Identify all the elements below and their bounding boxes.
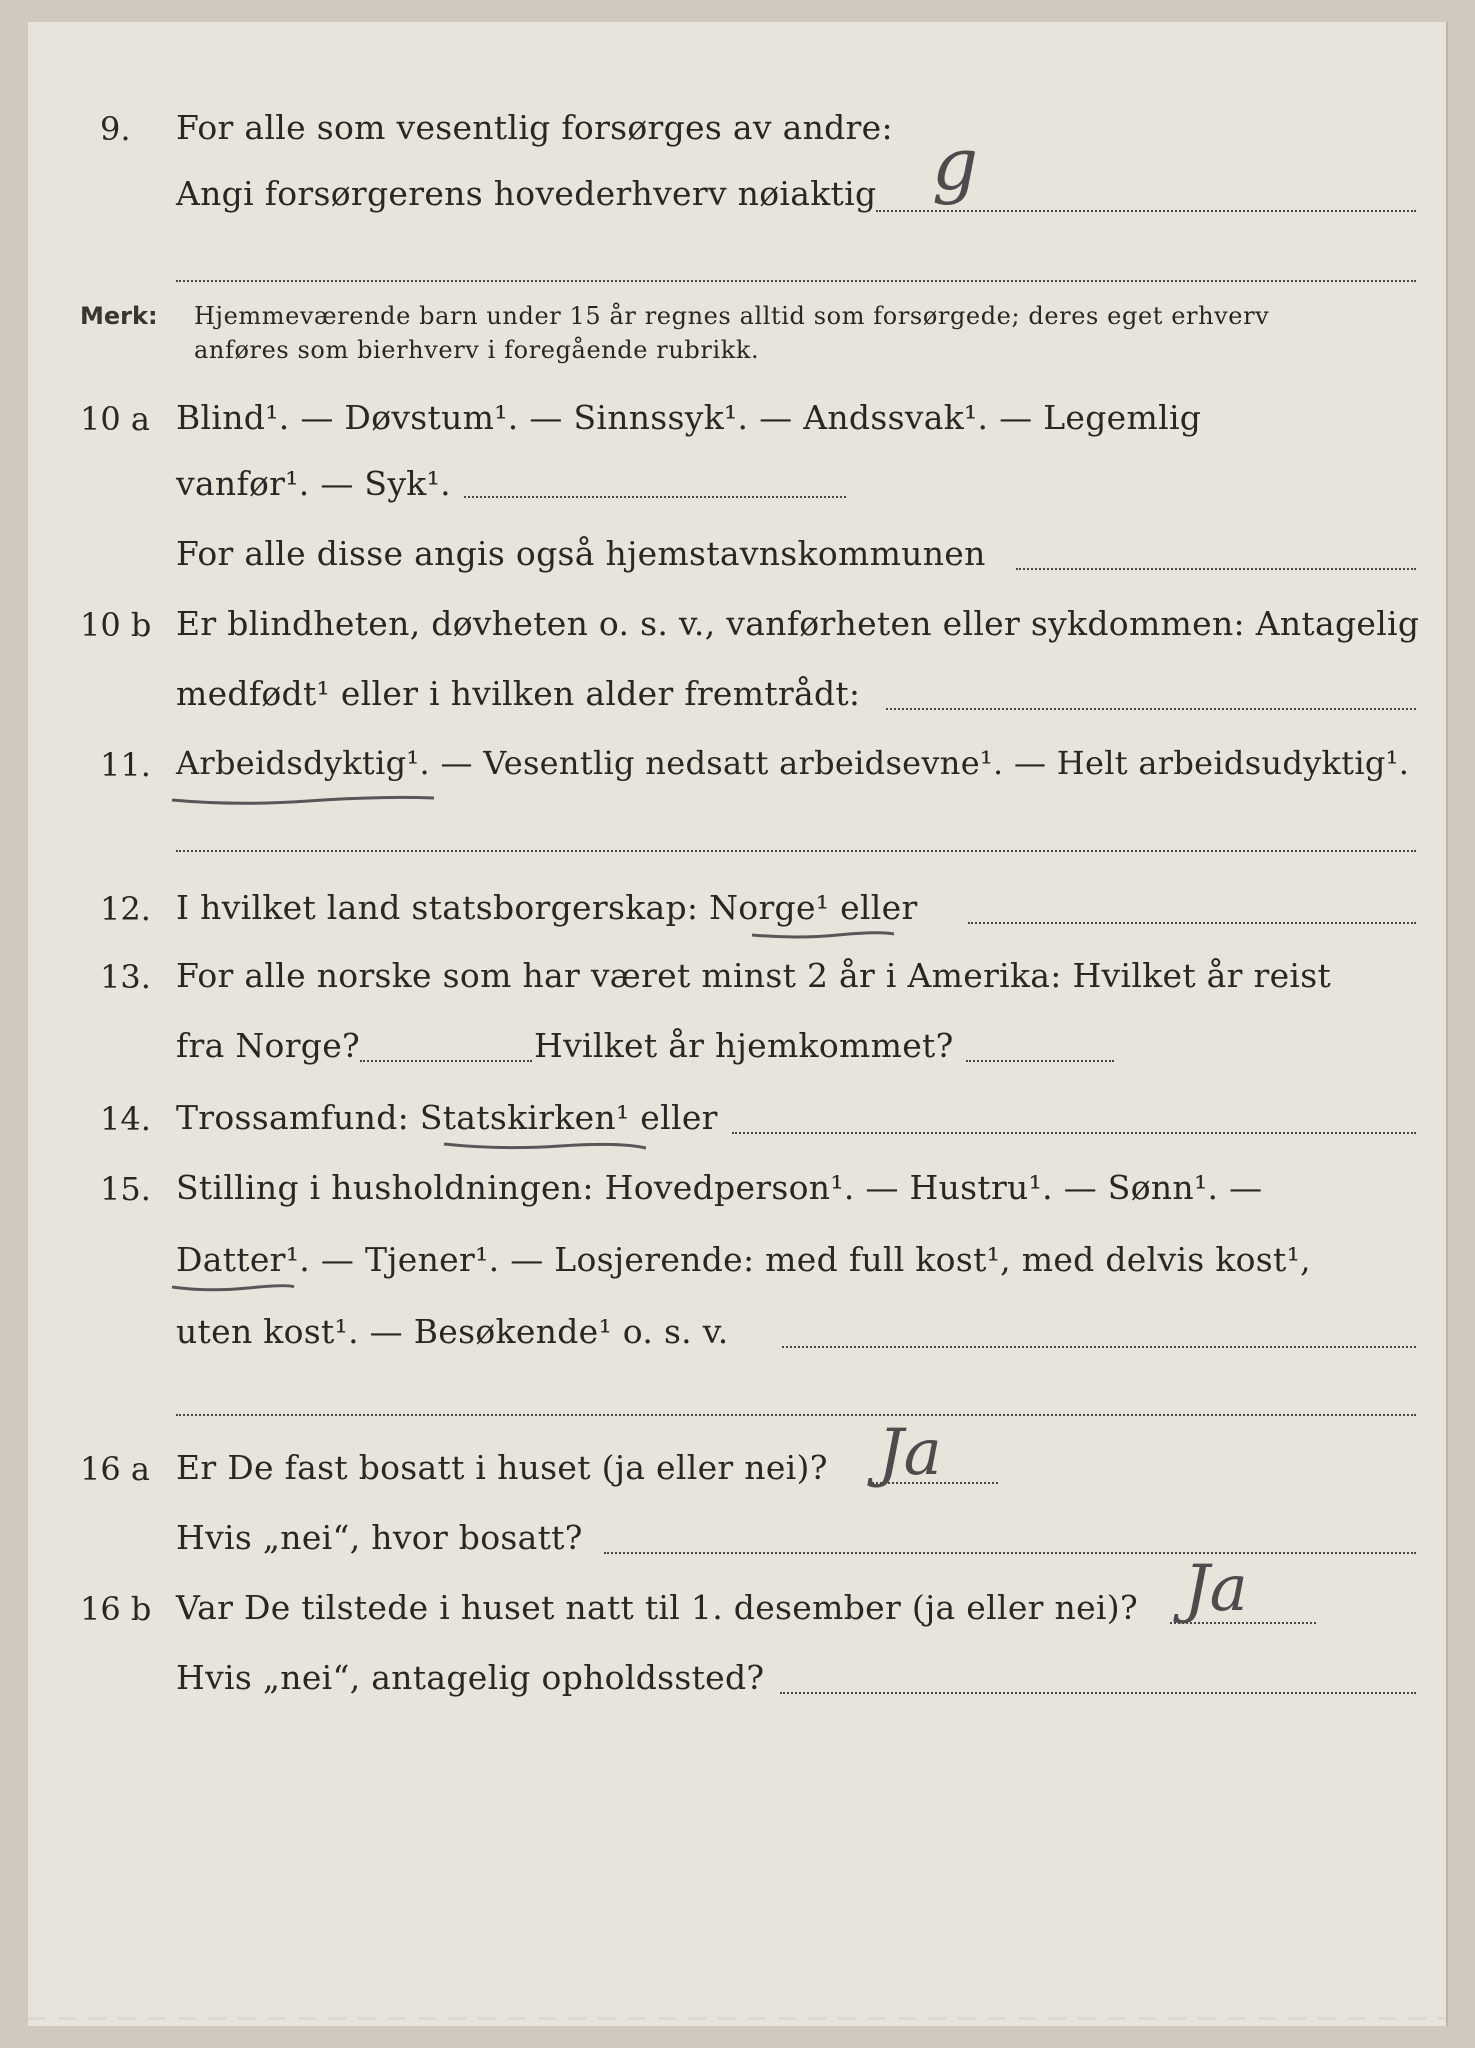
q16a-residence-line [604, 1552, 1416, 1554]
q9-answer-line [876, 210, 1416, 212]
q12-answer-line [968, 922, 1416, 924]
q16b-line2: Hvis „nei“, antagelig opholdssted? [176, 1658, 765, 1697]
q12-line1: I hvilket land statsborgerskap: Norge¹ eller [176, 888, 918, 927]
q15-number: 15. [100, 1170, 151, 1208]
q16a-line1: Er De fast bosatt i huset (ja eller nei)? [176, 1448, 828, 1487]
q10b-number: 10 b [80, 606, 152, 644]
q14-number: 14. [100, 1100, 151, 1138]
q9-extra-line [176, 280, 1416, 282]
q13-return-year-line [966, 1060, 1114, 1062]
q14-underline-mark [440, 1136, 650, 1156]
q10a-home-municipality-line [1016, 568, 1416, 570]
q9-number: 9. [100, 110, 131, 148]
q9-handwritten-answer: g [932, 122, 979, 206]
q13-line1: For alle norske som har været minst 2 år i Amerika: Hvilket år reist [176, 956, 1332, 995]
q12-number: 12. [100, 890, 151, 928]
q15-answer-line [782, 1346, 1416, 1348]
q14-answer-line [732, 1132, 1416, 1134]
q10b-line2: medfødt¹ eller i hvilken alder fremtrådt: [176, 674, 861, 713]
q12-underline-mark [748, 926, 898, 944]
q16a-line2: Hvis „nei“, hvor bosatt? [176, 1518, 583, 1557]
q13-number: 13. [100, 958, 151, 996]
q10b-line1: Er blindheten, døvheten o. s. v., vanførheten eller sykdommen: Antagelig [176, 604, 1420, 643]
q16a-number: 16 a [80, 1450, 150, 1488]
merk-line2: anføres som bierhverv i foregående rubrikk. [194, 336, 760, 364]
q15-extra-line [176, 1414, 1416, 1416]
q16b-line1: Var De tilstede i huset natt til 1. desember (ja eller nei)? [176, 1588, 1138, 1627]
q15-line1: Stilling i husholdningen: Hovedperson¹. — Hustru¹. — Sønn¹. — [176, 1168, 1263, 1207]
q9-line1: For alle som vesentlig forsørges av andre: [176, 108, 893, 147]
q16b-location-line [780, 1692, 1416, 1694]
q16b-handwritten-answer: Ja [1184, 1552, 1248, 1626]
q10a-line3: For alle disse angis også hjemstavnskommunen [176, 534, 986, 573]
q14-line1: Trossamfund: Statskirken¹ eller [176, 1098, 718, 1137]
q15-underline-mark [168, 1278, 298, 1296]
q10a-line2: vanfør¹. — Syk¹. [176, 464, 451, 503]
bottom-edge [28, 2017, 1446, 2020]
merk-line1: Hjemmeværende barn under 15 år regnes alltid som forsørgede; deres eget erhverv [194, 302, 1270, 330]
q10a-line1: Blind¹. — Døvstum¹. — Sinnssyk¹. — Andssvak¹. — Legemlig [176, 398, 1202, 437]
q15-line3: uten kost¹. — Besøkende¹ o. s. v. [176, 1312, 729, 1351]
q11-number: 11. [100, 746, 151, 784]
q10a-number: 10 a [80, 400, 150, 438]
q9-line2: Angi forsørgerens hovederhverv nøiaktig [176, 174, 877, 213]
q11-extra-line [176, 850, 1416, 852]
q11-line1: Arbeidsdyktig¹. — Vesentlig nedsatt arbeidsevne¹. — Helt arbeidsudyktig¹. [176, 744, 1410, 782]
q15-line2: Datter¹. — Tjener¹. — Losjerende: med full kost¹, med delvis kost¹, [176, 1240, 1311, 1279]
q13-line2b: Hvilket år hjemkommet? [534, 1026, 954, 1065]
merk-label: Merk: [80, 302, 158, 330]
q11-underline-mark [168, 790, 438, 810]
q13-departure-year-line [360, 1060, 532, 1062]
q13-line2a: fra Norge? [176, 1026, 361, 1065]
q16a-handwritten-answer: Ja [878, 1416, 942, 1490]
census-form-page [28, 22, 1448, 2026]
q10b-answer-line [886, 708, 1416, 710]
q16b-number: 16 b [80, 1590, 152, 1628]
q10a-answer-line [464, 496, 846, 498]
